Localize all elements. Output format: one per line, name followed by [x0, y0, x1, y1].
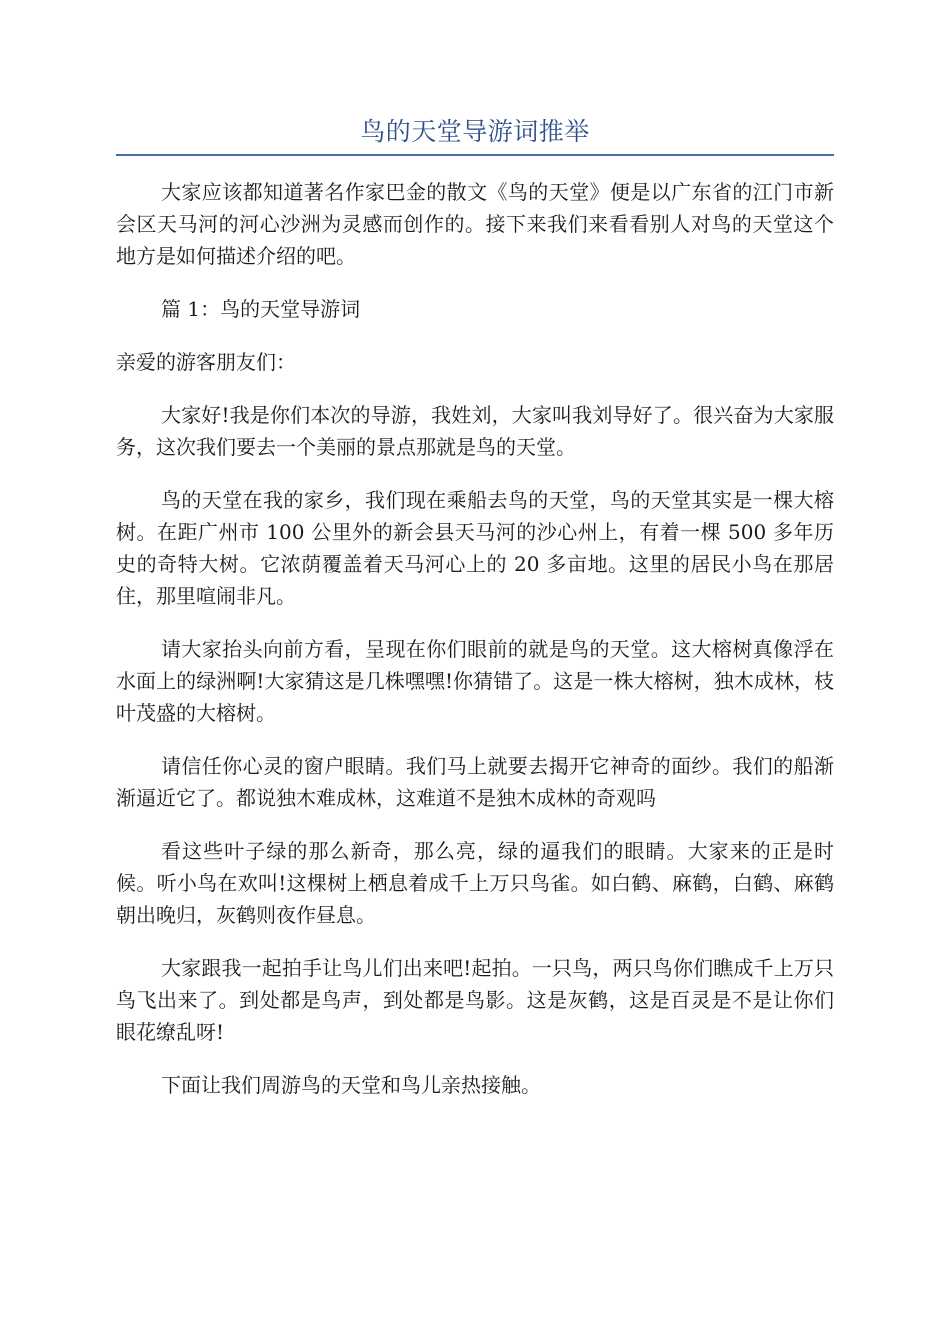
paragraph-greeting: 大家好!我是你们本次的导游，我姓刘，大家叫我刘导好了。很兴奋为大家服务，这次我们要去一个美丽的景点那就是鸟的天堂。: [116, 403, 834, 459]
paragraph-approach: 请信任你心灵的窗户眼睛。我们马上就要去揭开它神奇的面纱。我们的船渐渐逼近它了。都说独木难成林，这难道不是独木成林的奇观吗: [116, 754, 834, 810]
paragraph-salutation: 亲爱的游客朋友们：: [116, 350, 296, 374]
section-heading: 篇 1：鸟的天堂导游词: [161, 297, 361, 321]
paragraph-banyan: 请大家抬头向前方看，呈现在你们眼前的就是鸟的天堂。这大榕树真像浮在水面上的绿洲啊!大家猜这是几株嘿嘿!你猜错了。这是一株大榕树，独木成林，枝叶茂盛的大榕树。: [116, 637, 834, 725]
document-title: 鸟的天堂导游词推举: [360, 117, 590, 146]
paragraph-leaves-birds: 看这些叶子绿的那么新奇，那么亮，绿的逼我们的眼睛。大家来的正是时候。听小鸟在欢叫!这棵树上栖息着成千上万只鸟雀。如白鹤、麻鹤，白鹤、麻鹤朝出晚归，灰鹤则夜作昼息。: [116, 839, 834, 927]
paragraph-intro: 大家应该都知道著名作家巴金的散文《鸟的天堂》便是以广东省的江门市新会区天马河的河心沙洲为灵感而创作的。接下来我们来看看别人对鸟的天堂这个地方是如何描述介绍的吧。: [116, 180, 834, 268]
document-body: [116, 176, 834, 1101]
document-page: [116, 0, 834, 1122]
paragraph-clapping: 大家跟我一起拍手让鸟儿们出来吧!起拍。一只鸟，两只鸟你们瞧成千上万只鸟飞出来了。到处都是鸟声，到处都是鸟影。这是灰鹤，这是百灵是不是让你们眼花缭乱呀!: [116, 956, 834, 1044]
paragraph-location: 鸟的天堂在我的家乡，我们现在乘船去鸟的天堂，鸟的天堂其实是一棵大榕树。在距广州市 100 公里外的新会县天马河的沙心州上，有着一棵 500 多年历史的奇特大树。它浓荫覆盖着天马河心上的 20 多亩地。这里的居民小鸟在那居住，那里喧闹非凡。: [116, 488, 834, 608]
paragraph-tour: 下面让我们周游鸟的天堂和鸟儿亲热接触。: [161, 1073, 541, 1097]
title-underline: [116, 154, 834, 156]
